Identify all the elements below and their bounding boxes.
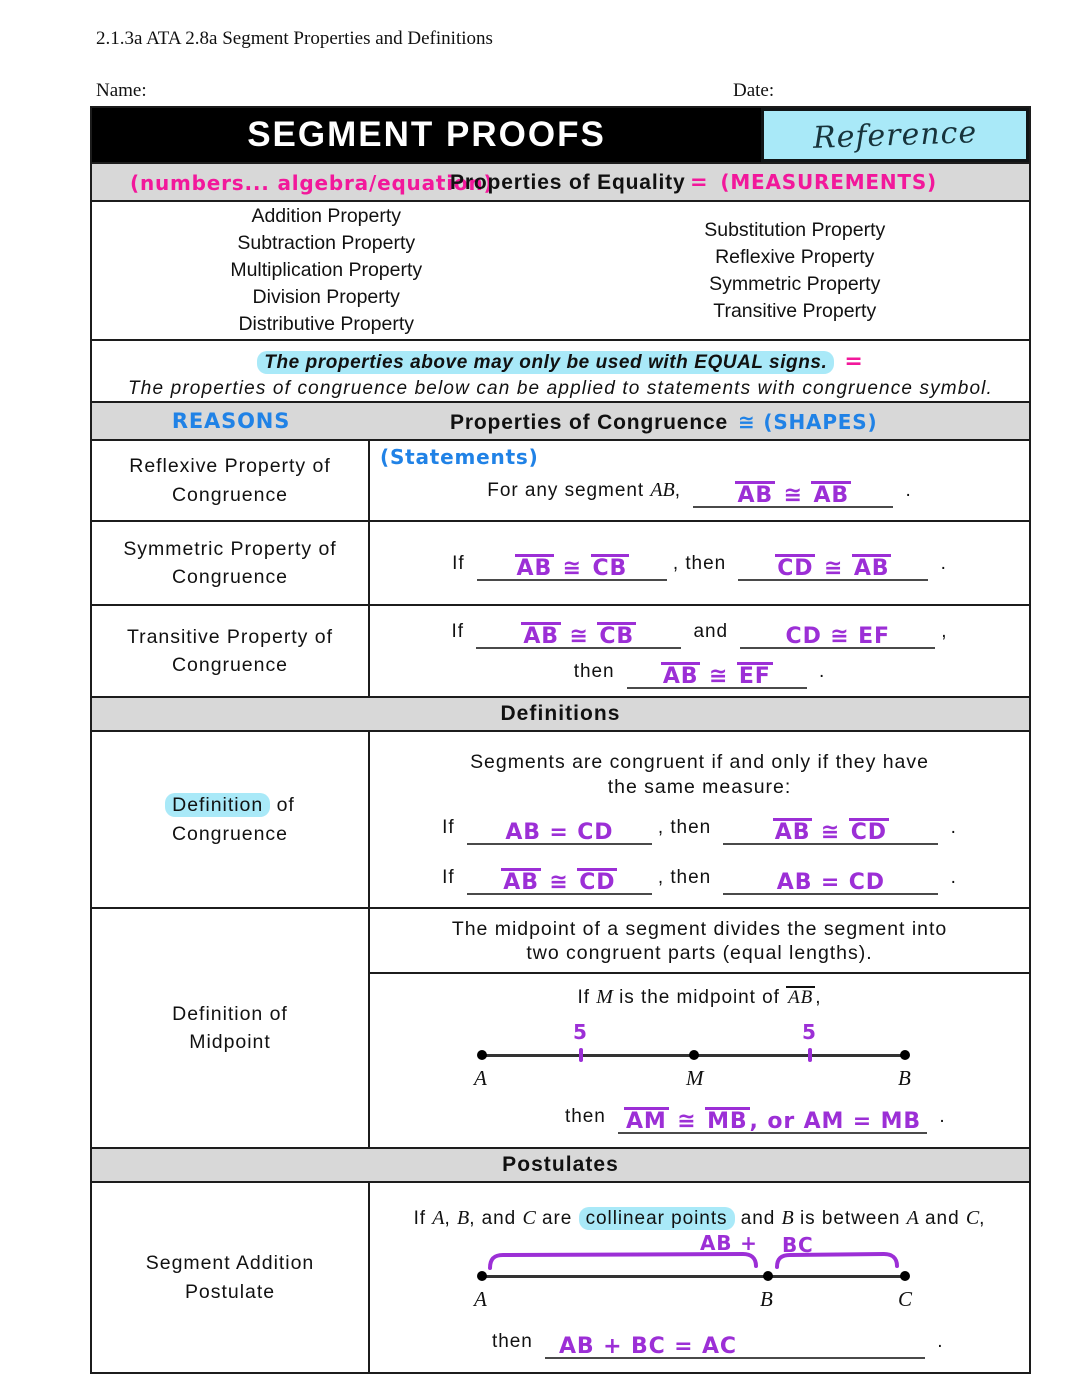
definition-of-congruence-row: Definition of Congruence Segments are congruent if and only if they have the same measure: If AB = CD , then AB ≅ CD . If AB ≅ CD , then AB = CD .	[92, 730, 1029, 907]
property-item: Subtraction Property	[237, 232, 416, 254]
answer-blank	[627, 660, 807, 689]
handwritten-answer: AB ≅ CB	[523, 624, 635, 649]
segment-variable: AB	[650, 479, 675, 501]
handwritten-answer: AB ≅ CD	[503, 870, 616, 895]
property-item: Substitution Property	[704, 218, 886, 241]
point-a-label: A	[474, 1066, 487, 1090]
handwritten-answer: AB ≅ AB	[737, 483, 850, 508]
symmetric-label: Symmetric Property of Congruence	[123, 537, 337, 588]
congruence-header-bar	[92, 401, 1029, 439]
answer-blank	[738, 552, 928, 581]
equals-mark: =	[690, 170, 709, 194]
date-label: Date:	[733, 80, 775, 101]
property-item: Multiplication Property	[230, 259, 423, 281]
brace-ab	[487, 1250, 759, 1270]
transitive-row: Transitive Property of Congruence If AB ≅ CB and CD ≅ EF , then AB ≅ EF .	[92, 604, 1029, 696]
point-m-label: M	[686, 1066, 704, 1090]
answer-blank	[477, 552, 667, 581]
postulates-header: Postulates	[92, 1147, 1029, 1181]
definitions-header: Definitions	[92, 696, 1029, 730]
handwritten-answer: AB ≅ CB	[516, 556, 628, 581]
tick-value: 5	[802, 1020, 817, 1044]
midpoint-variable: M	[596, 986, 613, 1008]
handwritten-answer: CD ≅ EF	[785, 624, 890, 649]
reflexive-row: Reflexive Property of Congruence (Statements) For any segment AB, AB ≅ AB .	[92, 439, 1029, 520]
course-header: 2.1.3a ATA 2.8a Segment Properties and Definitions	[96, 28, 493, 49]
reasons-annotation: REASONS	[171, 409, 291, 433]
brace-label-ab: AB +	[700, 1231, 758, 1255]
handwritten-answer: AB = CD	[505, 820, 614, 845]
equality-title: Properties of Equality	[450, 171, 686, 194]
handwritten-answer: AM ≅ MB, or AM = MB	[626, 1109, 922, 1134]
point-a-dot	[477, 1271, 487, 1281]
equality-properties	[92, 200, 1029, 339]
equality-left-annotation: (numbers... algebra/equation)	[130, 171, 494, 195]
handwritten-answer: AB + BC = AC	[559, 1334, 737, 1359]
handwritten-answer: AB ≅ EF	[662, 664, 771, 689]
property-item: Reflexive Property	[715, 245, 875, 268]
reference-handwriting: Reference	[812, 114, 978, 156]
page-title: SEGMENT PROOFS	[247, 115, 606, 154]
point-m-dot	[689, 1050, 699, 1060]
answer-blank	[693, 479, 893, 508]
equals-mark: =	[844, 349, 864, 374]
symmetric-row: Symmetric Property of Congruence If AB ≅ CB , then CD ≅ AB .	[92, 520, 1029, 604]
equality-header-bar	[92, 162, 1029, 200]
congruence-tick	[808, 1048, 812, 1062]
point-c-dot	[900, 1271, 910, 1281]
handwritten-answer: CD ≅ AB	[777, 556, 890, 581]
answer-blank	[476, 620, 681, 649]
equal-signs-note: The properties above may only be used with EQUAL signs.	[257, 351, 834, 374]
definition-highlight: Definition	[165, 793, 270, 817]
congruence-tick	[579, 1048, 583, 1062]
title-banner	[92, 108, 1029, 162]
congruence-title: Properties of Congruence ≅ (SHAPES)	[450, 410, 878, 434]
handwritten-answer: AB ≅ CD	[774, 820, 887, 845]
definition-of-midpoint-row: Definition of Midpoint The midpoint of a segment divides the segment into two congruent parts (equal lengths). If M is the midpoint of AB , 5 5 A M B then AM ≅ MB, or AM = MB .	[92, 907, 1029, 1147]
property-item: Distributive Property	[238, 313, 415, 335]
property-item: Symmetric Property	[709, 272, 881, 295]
name-label: Name:	[96, 80, 147, 101]
property-item: Addition Property	[251, 205, 402, 227]
point-b-label: B	[898, 1066, 911, 1090]
point-a-dot	[477, 1050, 487, 1060]
brace-bc	[774, 1250, 900, 1270]
answer-blank	[740, 622, 935, 649]
point-a-label: A	[474, 1287, 487, 1311]
equality-properties-left	[92, 202, 561, 339]
answer-blank	[618, 1105, 927, 1134]
reference-note-box	[761, 108, 1029, 162]
collinear-points-highlight: collinear points	[579, 1207, 735, 1230]
answer-blank	[723, 868, 938, 895]
definition-of-congruence-label: Definition of Congruence	[165, 791, 295, 848]
definition-of-midpoint-label: Definition of Midpoint	[172, 1002, 288, 1053]
property-item: Division Property	[252, 286, 400, 308]
point-b-label: B	[760, 1287, 773, 1311]
equality-properties-right	[561, 202, 1030, 339]
midpoint-rule-text: The midpoint of a segment divides the segment into two congruent parts (equal lengths).	[370, 909, 1029, 974]
answer-blank	[467, 818, 652, 845]
congruence-note: The properties of congruence below can be applied to statements with congruence symbol.	[128, 378, 993, 399]
answer-blank	[723, 816, 938, 845]
point-b-dot	[900, 1050, 910, 1060]
point-b-dot	[763, 1271, 773, 1281]
property-item: Transitive Property	[713, 299, 877, 322]
answer-blank	[467, 866, 652, 895]
congruence-definition-text: Segments are congruent if and only if they have the same measure:	[470, 751, 929, 798]
segment-ab-overbar: AB	[788, 987, 814, 1008]
reflexive-label: Reflexive Property of Congruence	[129, 455, 331, 506]
equality-right-annotation: = (MEASUREMENTS)	[690, 170, 937, 194]
transitive-label: Transitive Property of Congruence	[126, 625, 334, 676]
segment-addition-row: Segment Addition Postulate If A, B, and C are collinear points and B is between A and C, AB + BC A B C then AB + BC = AC .	[92, 1181, 1029, 1372]
segment-addition-label: Segment Addition Postulate	[145, 1252, 315, 1303]
point-c-label: C	[898, 1287, 913, 1311]
worksheet-table	[90, 106, 1031, 1374]
segment-line	[482, 1275, 908, 1278]
statements-annotation: (Statements)	[380, 445, 539, 469]
brace-label-bc: BC	[782, 1233, 814, 1257]
handwritten-answer: AB = CD	[776, 870, 885, 895]
usage-note	[92, 339, 1029, 401]
shapes-annotation: ≅ (SHAPES)	[738, 410, 878, 434]
answer-blank	[545, 1332, 925, 1359]
tick-value: 5	[573, 1020, 588, 1044]
